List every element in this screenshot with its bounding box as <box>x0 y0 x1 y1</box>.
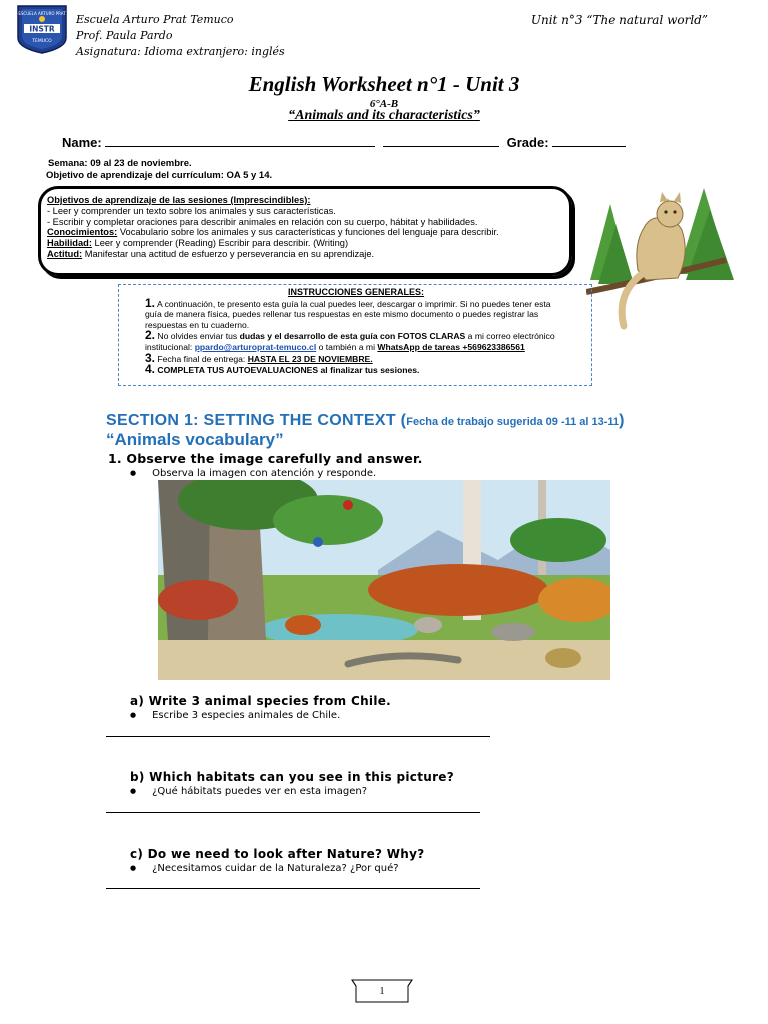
instructions-heading: INSTRUCCIONES GENERALES: <box>287 287 424 297</box>
objective-line-2: - Escribir y completar oraciones para describir animales en relación con su cuerpo, hábitat y habilidades. <box>47 216 478 227</box>
objective-line-1: - Leer y comprender un texto sobre los animales y sus características. <box>47 205 336 216</box>
instruction-number-3: 3. <box>145 350 156 365</box>
page-number: 1 <box>379 986 385 997</box>
section-1-close: ) <box>619 412 625 429</box>
habilidad-label: Habilidad: <box>47 238 92 249</box>
question-c-es: ● ¿Necesitamos cuidar de la Naturaleza? ¿Por qué? <box>130 863 399 874</box>
worksheet-title: English Worksheet n°1 - Unit 3 <box>248 72 520 96</box>
question-a-es: ● Escribe 3 especies animales de Chile. <box>130 710 340 721</box>
section-1-date: Fecha de trabajo sugerida 09 -11 al 13-11 <box>406 416 620 428</box>
semana-text: Semana: 09 al 23 de noviembre. <box>48 158 192 169</box>
instruction-1: A continuación, te presento esta guía la cual puedes leer, descargar o imprimir. Si no puedes tener esta guía de manera física, puedes rellenar tus respuestas en este mismo documento o puedes registrar las respuestas en tu cuaderno. <box>145 298 551 330</box>
instruction-2a: No olvides enviar tus <box>157 331 240 342</box>
answer-line-b[interactable] <box>106 812 480 813</box>
question-1-es: ● Observa la imagen con atención y responde. <box>130 468 376 479</box>
instruction-4: COMPLETA TUS AUTOEVALUACIONES al finalizar tus sesiones. <box>157 365 420 376</box>
email-link[interactable]: ppardo@arturoprat-temuco.cl <box>194 341 317 352</box>
objectives-box <box>38 186 572 276</box>
question-b: b) Which habitats can you see in this picture? <box>130 770 454 784</box>
instruction-2d: o también a mi <box>316 341 378 352</box>
question-c: c) Do we need to look after Nature? Why? <box>130 847 425 861</box>
section-1-heading <box>106 412 625 430</box>
objectives-heading: Objetivos de aprendizaje de las sesiones (Imprescindibles): <box>47 195 311 205</box>
unit-label: Unit n°3 “The natural world” <box>530 13 708 27</box>
objective-curriculum-text: Objetivo de aprendizaje del currículum: OA 5 y 14. <box>46 170 273 181</box>
school-badge-logo <box>14 4 70 54</box>
question-1: 1. Observe the image carefully and answer. <box>108 451 423 466</box>
instruction-3a: Fecha final de entrega: <box>157 353 248 364</box>
habilidad-text: Leer y comprender (Reading) Escribir para describir. (Writing) <box>91 238 349 249</box>
teacher-name: Prof. Paula Pardo <box>76 29 173 42</box>
worksheet-topic: “Animals and its characteristics” <box>288 108 480 123</box>
instruction-number-1: 1. <box>145 295 156 310</box>
name-field-line-2[interactable] <box>383 134 499 147</box>
chilean-nature-illustration <box>158 480 610 680</box>
puma-illustration <box>586 184 738 334</box>
grade-label: Grade: <box>506 135 549 150</box>
conocimientos-label: Conocimientos: <box>47 227 118 238</box>
answer-line-a[interactable] <box>106 736 490 737</box>
school-name: Escuela Arturo Prat Temuco <box>76 13 234 26</box>
course-label: 6°A-B <box>369 98 399 110</box>
name-field-line[interactable] <box>105 134 375 147</box>
page-number-box <box>350 978 414 1004</box>
actitud-label: Actitud: <box>47 248 83 259</box>
section-1-title: SECTION 1: SETTING THE CONTEXT ( <box>106 412 407 429</box>
instruction-number-4: 4. <box>145 362 156 377</box>
answer-line-c[interactable] <box>106 888 480 889</box>
svg-text:INSTR: INSTR <box>29 24 55 34</box>
subject-name: Asignatura: Idioma extranjero: inglés <box>76 45 285 58</box>
instructions-box <box>118 284 592 386</box>
whatsapp-link[interactable]: WhatsApp de tareas +569623386561 <box>377 341 525 352</box>
name-label: Name: <box>62 135 102 150</box>
question-b-es: ● ¿Qué hábitats puedes ver en esta imagen? <box>130 786 367 797</box>
grade-field-line[interactable] <box>552 134 626 147</box>
instruction-2c: a mi correo electrónico institucional: <box>145 331 555 352</box>
question-a: a) Write 3 animal species from Chile. <box>130 694 392 708</box>
svg-text:ESCUELA ARTURO PRAT: ESCUELA ARTURO PRAT <box>18 11 66 16</box>
school-info <box>76 12 285 60</box>
actitud-text: Manifestar una actitud de esfuerzo y perseverancia en su aprendizaje. <box>82 248 375 259</box>
conocimientos-text: Vocabulario sobre los animales y sus características y funciones del lenguaje para describir. <box>117 227 499 238</box>
section-1-subtitle: “Animals vocabulary” <box>106 430 284 449</box>
instruction-2b: dudas y el desarrollo de esta guía con FOTOS CLARAS <box>239 331 466 342</box>
svg-text:TEMUCO: TEMUCO <box>32 39 52 44</box>
instruction-number-2: 2. <box>145 328 156 343</box>
name-grade-row <box>62 134 626 150</box>
instruction-3b: HASTA EL 23 DE NOVIEMBRE. <box>247 353 373 364</box>
